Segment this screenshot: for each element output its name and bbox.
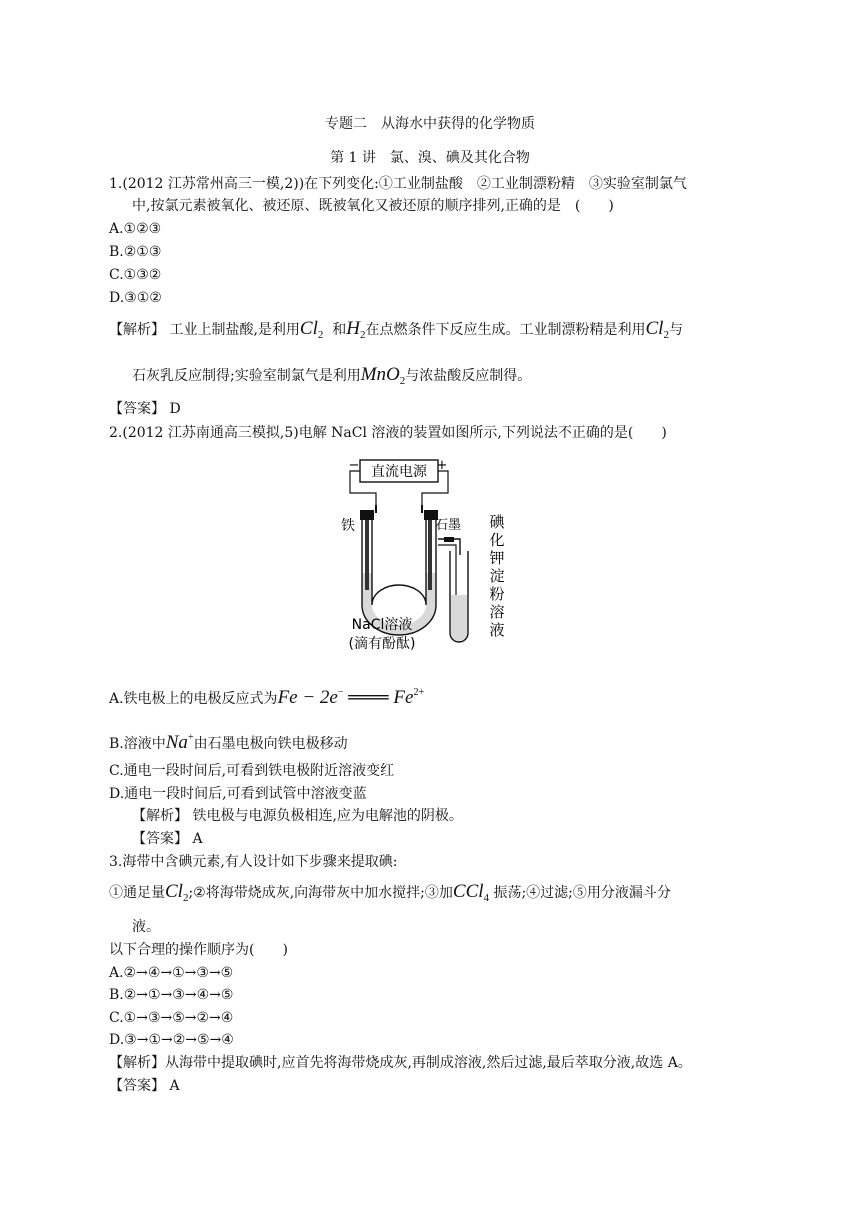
formula-cl2: $Cl_2$ [299,318,324,341]
q1-stem-line2: 中,按氯元素被氧化、被还原、既被氧化又被还原的顺序排列,正确的是 ( ) [132,198,614,214]
ki-starch-label-char: 淀 [489,567,505,585]
ki-starch-label-char: 溶 [489,603,505,621]
positive-terminal: + [436,458,448,473]
iron-electrode-label: 铁 [341,518,355,534]
ki-starch-label-char: 钾 [489,549,505,567]
ki-starch-label-char: 液 [489,621,505,639]
formula-ccl4: CCl$_4$ [452,881,490,904]
formula-mno2: MnO$_2$ [360,364,406,387]
q3-option-d: D.③→①→②→⑤→④ [109,1032,234,1048]
q2-answer: 【答案】 A [132,831,203,847]
q3-answer: 【答案】 A [109,1078,180,1094]
formula-cl2: $Cl_2$ [645,318,669,341]
q1-explanation-line2: 石灰乳反应制得;实验室制氯气是利用MnO$_2$与浓盐酸反应制得。 [132,364,532,387]
graphite-electrode [428,520,432,590]
q1-answer: 【答案】 D [109,401,181,417]
lesson-subtitle: 第 1 讲 氯、溴、碘及其化合物 [330,150,530,166]
q1-explanation-line1: 【解析】 工业上制盐酸,是利用$Cl_2$ 和$H_2$在点燃条件下反应生成。工业制漂粉精是利用$Cl_2$与 [109,318,683,341]
u-tube-inner [372,517,426,605]
q1-option-c: C.①③② [109,267,162,283]
q3-option-b: B.②→①→③→④→⑤ [109,987,234,1003]
power-supply-label: 直流电源 [371,464,427,480]
phenolphthalein-label: (滴有酚酞) [348,636,416,652]
left-stopper [360,510,374,520]
q1-option-d: D.③①② [109,290,162,306]
electrolysis-apparatus-diagram [340,455,510,655]
q2-option-a: A.铁电极上的电极反应式为Fe − 2e− ═══ $Fe^{2+}$ [109,687,425,708]
q3-stem: 3.海带中含碘元素,有人设计如下步骤来提取碘: [109,854,398,870]
q1-stem-line1: 1.(2012 江苏常州高三一模,2))在下列变化:①工业制盐酸 ②工业制漂粉精 ③实验室制氯气 [109,176,687,192]
q3-explanation: 【解析】从海带中提取碘时,应首先将海带烧成灰,再制成溶液,然后过滤,最后萃取分液,故选 A。 [109,1055,692,1071]
formula-na-ion: Na+ [165,732,194,753]
formula-h2: $H_2$ [346,318,366,341]
nacl-solution-label: NaCl溶液 [351,617,413,633]
ki-starch-label-char: 碘 [489,513,505,531]
q3-ask: 以下合理的操作顺序为( ) [109,942,288,958]
negative-terminal: − [348,458,360,473]
q3-steps-line2: 液。 [132,919,160,935]
page-title: 专题二 从海水中获得的化学物质 [325,116,535,132]
q2-option-c: C.通电一段时间后,可看到铁电极附近溶液变红 [109,763,395,779]
q3-option-a: A.②→④→①→③→⑤ [109,965,234,981]
iron-electrode [365,520,369,590]
q1-option-b: B.②①③ [109,244,162,260]
q2-explanation: 【解析】 铁电极与电源负极相连,应为电解池的阴极。 [132,808,463,824]
ki-starch-label-char: 粉 [489,585,505,603]
q2-stem: 2.(2012 江苏南通高三模拟,5)电解 NaCl 溶液的装置如图所示,下列说法不正确的是( ) [109,425,667,441]
q2-option-b: B.溶液中Na+由石墨电极向铁电极移动 [109,732,348,753]
formula-fe-oxidation: Fe − 2e− ═══ $Fe^{2+}$ [277,687,425,708]
formula-cl2: $Cl_2$ [165,881,189,904]
ki-starch-label-char: 化 [489,531,505,549]
ki-starch-solution-liquid [451,595,467,641]
graphite-electrode-label: 石墨 [434,518,462,533]
q3-steps-line1: ①通足量$Cl_2;②$将海带烧成灰,向海带灰中加水搅拌;③加CCl$_4$ 振荡;④过滤;⑤用分液漏斗分 [109,881,671,904]
q1-option-a: A.①②③ [109,221,162,237]
q3-option-c: C.①→③→⑤→②→④ [109,1010,234,1026]
q2-option-d: D.通电一段时间后,可看到试管中溶液变蓝 [109,786,367,802]
